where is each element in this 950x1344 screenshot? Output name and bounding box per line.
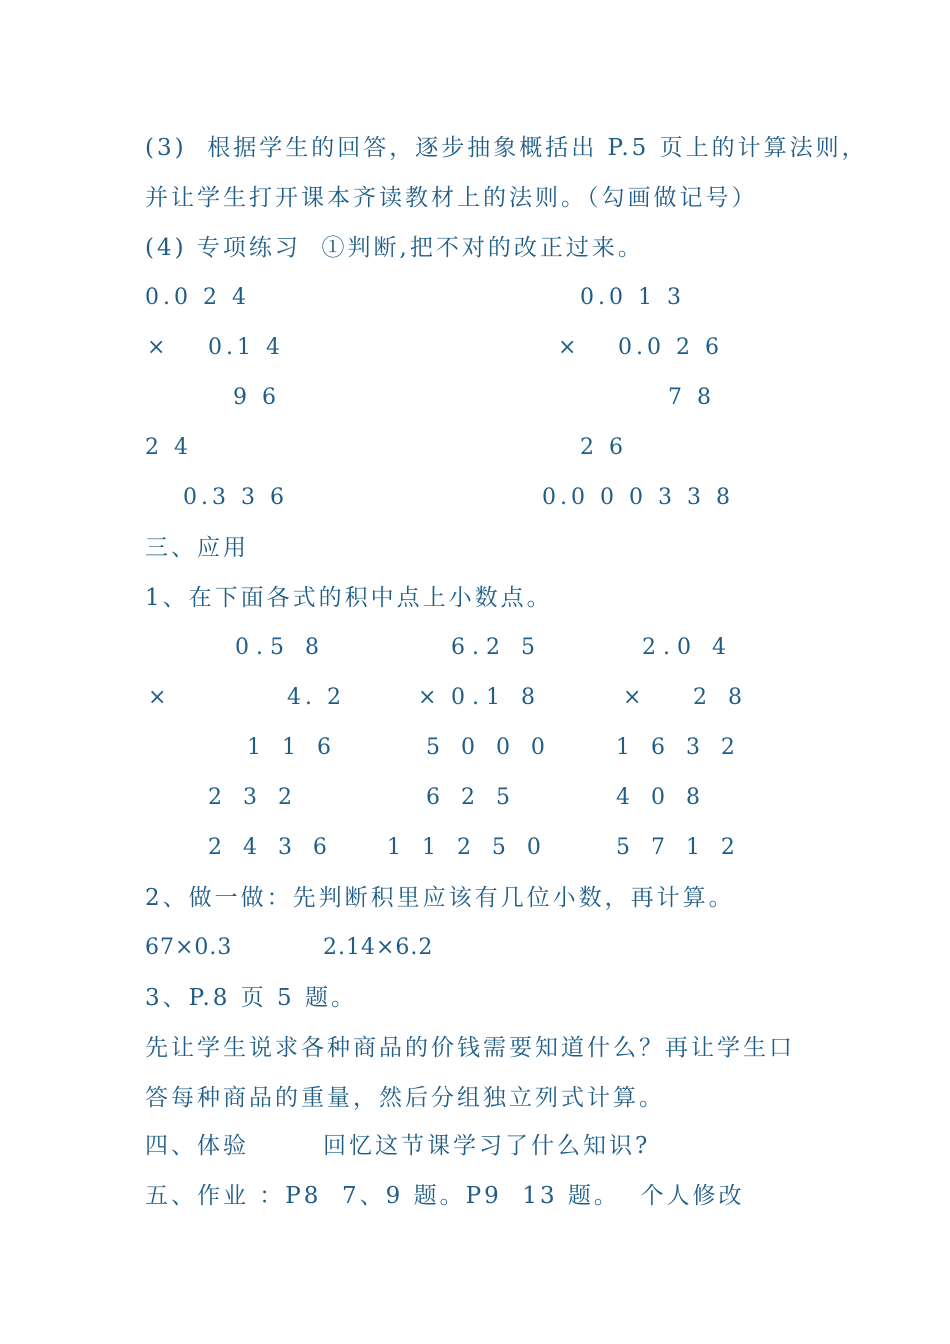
mult-c-partial2: 4 0 8 [616,785,700,810]
question3-description-line2: 答每种商品的重量，然后分组独立列式计算。 [145,1085,665,1111]
section4-title: 四、体验 [145,1133,249,1159]
mult-b-partial1: 5 0 0 0 [426,735,545,760]
section4-text: 回忆这节课学习了什么知识? [323,1133,651,1159]
mult-c-times-sign: × [623,685,642,710]
question2-expression2: 2.14×6.2 [323,935,434,960]
mult-a-partial1: 1 1 6 [247,735,331,760]
step3-line1: (3) 根据学生的回答，逐步抽象概括出 P.5 页上的计算法则， [145,135,868,161]
judge-left-multiplier: 0.1 4 [208,335,284,360]
judge-right-multiplier: 0.0 2 6 [618,335,723,360]
judge-right-partial1: 7 8 [668,385,715,410]
question2-expression1: 67×0.3 [145,935,233,960]
judge-left-partial2: 2 4 [145,435,192,460]
judge-left-partial1: 9 6 [233,385,280,410]
step4-heading: (4) 专项练习 ①判断,把不对的改正过来。 [145,235,644,261]
mult-a-partial2: 2 3 2 [208,785,292,810]
mult-c-partial1: 1 6 3 2 [616,735,735,760]
question1: 1、在下面各式的积中点上小数点。 [145,585,553,611]
mult-c-result: 5 7 1 2 [616,835,735,860]
section5-homework: 五、作业 ：P8 7、9 题。P9 13 题。 个人修改 [145,1183,745,1209]
mult-c-second: 2 8 [693,685,742,710]
judge-right-times-sign: × [558,335,577,360]
mult-a-second: 4. 2 [287,685,345,710]
mult-b-partial2: 6 2 5 [426,785,510,810]
question3-description-line1: 先让学生说求各种商品的价钱需要知道什么？再让学生口 [145,1035,795,1061]
mult-b-times-sign: × [418,685,437,710]
judge-left-times-sign: × [147,335,166,360]
judge-right-partial2: 2 6 [580,435,627,460]
step3-line2: 并让学生打开课本齐读教材上的法则。（勾画做记号） [145,185,758,211]
judge-left-result: 0.3 3 6 [183,485,288,510]
mult-a-times-sign: × [148,685,167,710]
judge-right-result: 0.0 0 0 3 3 8 [542,485,734,510]
mult-b-top: 6 . 2 5 [451,635,535,660]
mult-a-top: 0 . 5 8 [235,635,319,660]
mult-a-result: 2 4 3 6 [208,835,327,860]
question3: 3、P.8 页 5 题。 [145,985,357,1011]
judge-right-multiplicand: 0.0 1 3 [580,285,685,310]
section3-title: 三、应用 [145,535,249,561]
mult-c-top: 2 . 0 4 [642,635,726,660]
mult-b-second: 0 . 1 8 [451,685,535,710]
question2: 2、做一做：先判断积里应该有几位小数，再计算。 [145,885,735,911]
mult-b-result: 1 1 2 5 0 [387,835,541,860]
judge-left-multiplicand: 0.0 2 4 [145,285,250,310]
